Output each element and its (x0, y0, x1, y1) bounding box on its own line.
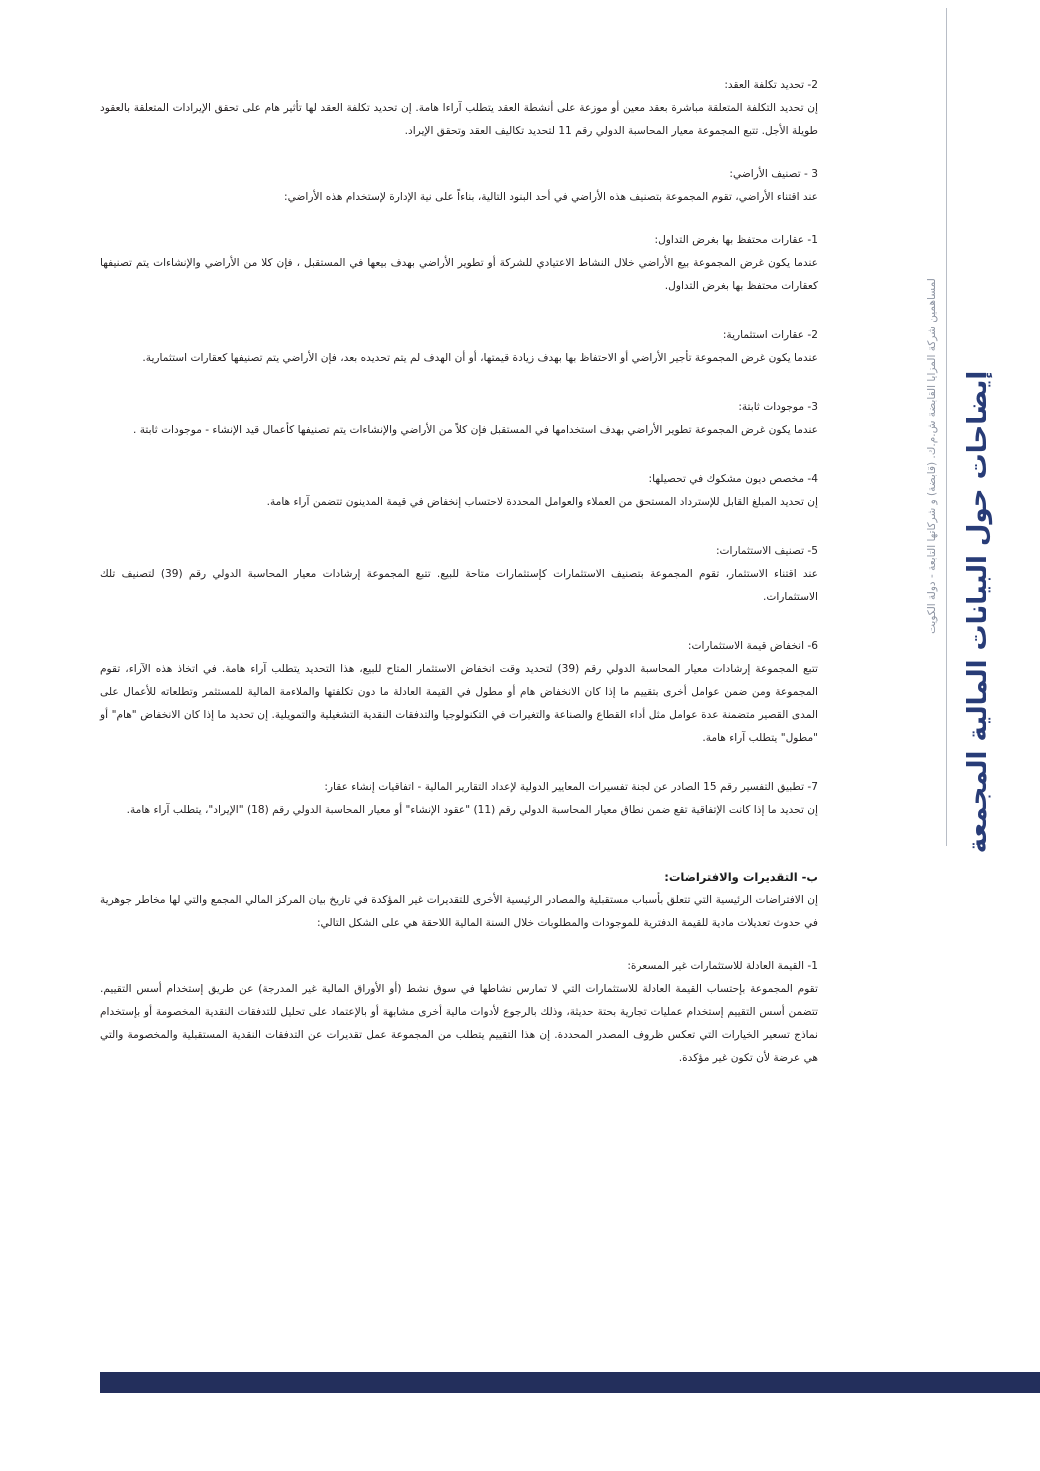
section-heading: 5- تصنيف الاستثمارات: (715, 545, 818, 557)
footer-bar (100, 1372, 1040, 1393)
fair-value-heading: 1- القيمة العادلة للاستثمارات غير المسعرة: (627, 960, 818, 972)
section-contract-cost (100, 74, 818, 143)
page-title: إيضاحات حول البيانات المالية المجمعة (963, 370, 993, 854)
section-doubtful-debts (100, 468, 818, 514)
section-estimates (100, 866, 818, 935)
document-body (100, 74, 818, 1090)
section-paragraph: عندما يكون غرض المجموعة بيع الأراضي خلال النشاط الاعتيادي للشركة أو تطوير الأراضي بهدف بيعها في المستقبل ، فإن كلا من الأراضي والإنشاءات يتم تصنيفها كعقارات محتفظ بها بغرض التداول. (100, 257, 818, 292)
fair-value-paragraph: تقوم المجموعة بإحتساب القيمة العادلة للاستثمارات التي لا تمارس نشاطها في سوق نشط (أو الأوراق المالية غير المدرجة) عن طريق إستخدام أسس التقييم. تتضمن أسس التقييم إستخدام عمليات تجارية بحتة حديثة، وذلك بالرجوع لأدوات مالية أخرى مشابهة أو بالإعتماد على تحليل للتدفقات النقدية المخصومة أو بإستخدام نماذج تسعير الخيارات التي تعكس ظروف المصدر المحددة. إن هذا التقييم يتطلب من المجموعة عمل تقديرات عن التدفقات النقدية المستقبلية والمخصومة والتي هي عرضة لأن تكون غير مؤكدة. (100, 983, 818, 1064)
section-paragraph: عند اقتناء الأراضي، تقوم المجموعة بتصنيف هذه الأراضي في أحد البنود التالية، بناءاً على نية الإدارة لإستخدام هذه الأراضي: (284, 191, 818, 203)
section-paragraph: عندما يكون غرض المجموعة تطوير الأراضي بهدف استخدامها في المستقبل فإن كلاً من الأراضي والإنشاءات يتم تصنيفها كأعمال قيد الإنشاء - موجودات ثابتة . (132, 424, 818, 436)
section-land-classification (100, 163, 818, 209)
section-investment-properties (100, 324, 818, 370)
section-heading: 3- موجودات ثابتة: (738, 401, 818, 413)
section-fixed-assets (100, 396, 818, 442)
section-paragraph: إن تحديد التكلفة المتعلقة مباشرة بعقد معين أو موزعة على أنشطة العقد يتطلب آراءا هامة. إن تحديد تكلفة العقد لها تأثير هام على تحقق الإيرادات المتعلقة بالعقود طويلة الأجل. تتبع المجموعة معيار المحاسبة الدولي رقم 11 لتحديد تكاليف العقد وتحقق الإيراد. (100, 102, 818, 137)
section-heading: 6- انخفاض قيمة الاستثمارات: (687, 640, 818, 652)
section-fair-value (100, 955, 818, 1070)
section-heading: 1- عقارات محتفظ بها بغرض التداول: (654, 234, 818, 246)
section-heading: 2- عقارات استثمارية: (722, 329, 818, 341)
section-ifric-15 (100, 776, 818, 822)
estimates-heading: ب- التقديرات والافتراضات: (664, 870, 818, 884)
section-investment-impairment (100, 635, 818, 750)
section-paragraph: إن تحديد المبلغ القابل للإسترداد المستحق من العملاء والعوامل المحددة لاحتساب إنخفاض في قيمة المدينون تتضمن آراء هامة. (266, 496, 818, 508)
section-trading-properties (100, 229, 818, 298)
section-heading: 3 - تصنيف الأراضي: (729, 168, 818, 180)
estimates-intro: إن الافتراضات الرئيسية التي تتعلق بأسباب مستقبلية والمصادر الرئيسية الأخرى للتقديرات غير المؤكدة في تاريخ بيان المركز المالي المجمع والتي لها مخاطر جوهرية في حدوث تعديلات مادية للقيمة الدفترية للموجودات والمطلوبات خلال السنة المالية اللاحقة هي على الشكل التالي: (100, 894, 818, 929)
section-paragraph: عند اقتناء الاستثمار، تقوم المجموعة بتصنيف الاستثمارات كإستثمارات متاحة للبيع. تتبع المجموعة إرشادات معيار المحاسبة الدولي رقم (39) لتصنيف تلك الاستثمارات. (100, 568, 818, 603)
section-paragraph: تتبع المجموعة إرشادات معيار المحاسبة الدولي رقم (39) لتحديد وقت انخفاض الاستثمار المتاح للبيع، هذا التحديد يتطلب آراء هامة. في اتخاذ هذه الآراء، تقوم المجموعة ومن ضمن عوامل أخرى بتقييم ما إذا كان الانخفاض هام أو مطول في القيمة العادلة ما دون تكلفتها والملاءمة المالية للمستثمر وتطلعاته للأعمال على المدى القصير متضمنة عدة عوامل مثل أداء القطاع والصناعة والتغيرات في التكنولوجيا والتدفقات النقدية التشغيلية والتمويلية. إن تحديد ما إذا كان الانخفاض "هام" أو "مطول" يتطلب آراء هامة. (100, 663, 818, 744)
section-investment-classification (100, 540, 818, 609)
section-heading: 2- تحديد تكلفة العقد: (724, 79, 818, 91)
section-paragraph: إن تحديد ما إذا كانت الإتفاقية تقع ضمن نطاق معيار المحاسبة الدولي رقم (11) "عقود الإنشاء" أو معيار المحاسبة الدولي رقم (18) "الإيراد"، يتطلب آراء هامة. (126, 804, 818, 816)
section-heading: 4- مخصص ديون مشكوك في تحصيلها: (648, 473, 818, 485)
sidebar-divider (946, 8, 947, 846)
section-paragraph: عندما يكون غرض المجموعة تأجير الأراضي أو الاحتفاظ بها بهدف زيادة قيمتها، أو أن الهدف لم يتم تحديده بعد، فإن الأراضي يتم تصنيفها كعقارات استثمارية. (142, 352, 818, 364)
section-heading: 7- تطبيق التفسير رقم 15 الصادر عن لجنة تفسيرات المعايير الدولية لإعداد التقارير المالية - اتفاقيات إنشاء عقار: (324, 781, 818, 793)
page-subtitle: لمساهمين شركة المزايا القابضة ش.م.ك. (قابضة) و شركاتها التابعة - دولة الكويت (926, 278, 938, 634)
